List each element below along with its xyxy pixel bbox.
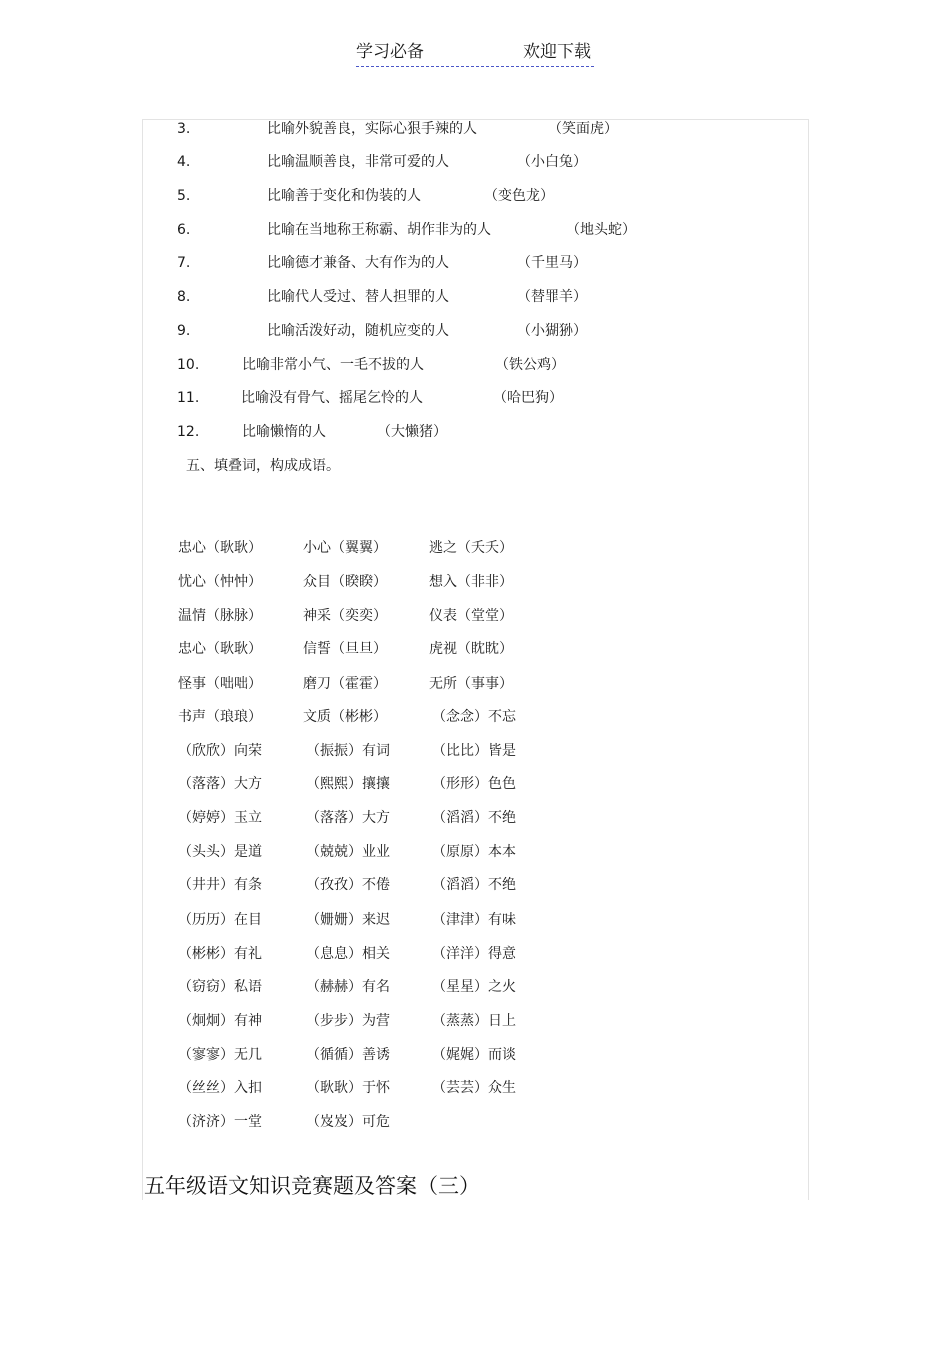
metaphor-number: 7. [177, 255, 191, 271]
metaphor-description: 比喻温顺善良，非常可爱的人 [267, 154, 449, 170]
idiom-cell: 想入（非非） [429, 574, 513, 590]
metaphor-answer: （千里马） [517, 255, 587, 271]
idiom-cell: （芸芸）众生 [432, 1080, 516, 1096]
section-title: 五、填叠词，构成成语。 [186, 458, 340, 474]
idiom-cell: （形形）色色 [432, 776, 516, 792]
metaphor-description: 比喻外貌善良，实际心狠手辣的人 [267, 121, 477, 137]
metaphor-number: 9. [177, 323, 191, 339]
metaphor-answer: （地头蛇） [566, 222, 636, 238]
page-header [356, 40, 594, 67]
metaphor-number: 8. [177, 289, 191, 305]
idiom-cell: （念念）不忘 [432, 709, 516, 725]
metaphor-answer: （变色龙） [484, 188, 554, 204]
idiom-cell: （欣欣）向荣 [178, 743, 262, 759]
metaphor-number: 6. [177, 222, 191, 238]
idiom-cell: （孜孜）不倦 [306, 877, 390, 893]
next-section-heading: 五年级语文知识竞赛题及答案（三） [144, 1174, 480, 1198]
idiom-cell: （岌岌）可危 [306, 1114, 390, 1130]
metaphor-description: 比喻德才兼备、大有作为的人 [267, 255, 449, 271]
idiom-cell: 磨刀（霍霍） [303, 676, 387, 692]
idiom-cell: （比比）皆是 [432, 743, 516, 759]
metaphor-number: 12. [177, 424, 200, 440]
metaphor-number: 3. [177, 121, 191, 137]
metaphor-answer: （小猢狲） [517, 323, 587, 339]
idiom-cell: （济济）一堂 [178, 1114, 262, 1130]
idiom-cell: 无所（事事） [429, 676, 513, 692]
idiom-cell: （炯炯）有神 [178, 1013, 262, 1029]
idiom-cell: 书声（琅琅） [178, 709, 262, 725]
metaphor-number: 11. [177, 390, 200, 406]
idiom-cell: 忧心（忡忡） [178, 574, 262, 590]
idiom-cell: （赫赫）有名 [306, 979, 390, 995]
idiom-cell: 神采（奕奕） [303, 608, 387, 624]
idiom-cell: 温情（脉脉） [178, 608, 262, 624]
idiom-cell: （循循）善诱 [306, 1047, 390, 1063]
idiom-cell: 怪事（咄咄） [178, 676, 262, 692]
idiom-cell: （熙熙）攘攘 [306, 776, 390, 792]
content-frame [142, 119, 809, 1200]
metaphor-answer: （大懒猪） [377, 424, 447, 440]
metaphor-description: 比喻非常小气、一毛不拔的人 [242, 357, 424, 373]
idiom-cell: （蒸蒸）日上 [432, 1013, 516, 1029]
metaphor-description: 比喻善于变化和伪装的人 [267, 188, 421, 204]
idiom-cell: （历历）在目 [178, 912, 262, 928]
metaphor-answer: （铁公鸡） [495, 357, 565, 373]
idiom-cell: （星星）之火 [432, 979, 516, 995]
idiom-cell: 众目（睽睽） [303, 574, 387, 590]
idiom-cell: （耿耿）于怀 [306, 1080, 390, 1096]
idiom-cell: （息息）相关 [306, 946, 390, 962]
metaphor-description: 比喻活泼好动，随机应变的人 [267, 323, 449, 339]
idiom-cell: （娓娓）而谈 [432, 1047, 516, 1063]
idiom-cell: 虎视（眈眈） [429, 641, 513, 657]
idiom-cell: （窃窃）私语 [178, 979, 262, 995]
idiom-cell: （滔滔）不绝 [432, 877, 516, 893]
idiom-cell: （振振）有词 [306, 743, 390, 759]
idiom-cell: （落落）大方 [306, 810, 390, 826]
idiom-cell: 信誓（旦旦） [303, 641, 387, 657]
idiom-cell: （兢兢）业业 [306, 844, 390, 860]
idiom-cell: （寥寥）无几 [178, 1047, 262, 1063]
idiom-cell: （井井）有条 [178, 877, 262, 893]
idiom-cell: 忠心（耿耿） [178, 641, 262, 657]
idiom-cell: 仪表（堂堂） [429, 608, 513, 624]
idiom-cell: （姗姗）来迟 [306, 912, 390, 928]
idiom-cell: （步步）为营 [306, 1013, 390, 1029]
header-right-text: 欢迎下载 [523, 42, 591, 62]
metaphor-description: 比喻在当地称王称霸、胡作非为的人 [267, 222, 491, 238]
idiom-cell: （婷婷）玉立 [178, 810, 262, 826]
metaphor-answer: （笑面虎） [548, 121, 618, 137]
metaphor-answer: （哈巴狗） [493, 390, 563, 406]
idiom-cell: （头头）是道 [178, 844, 262, 860]
idiom-cell: 逃之（夭夭） [429, 540, 513, 556]
metaphor-description: 比喻没有骨气、摇尾乞怜的人 [241, 390, 423, 406]
metaphor-answer: （替罪羊） [517, 289, 587, 305]
idiom-cell: （原原）本本 [432, 844, 516, 860]
idiom-cell: （彬彬）有礼 [178, 946, 262, 962]
idiom-cell: 忠心（耿耿） [178, 540, 262, 556]
metaphor-number: 4. [177, 154, 191, 170]
metaphor-description: 比喻代人受过、替人担罪的人 [267, 289, 449, 305]
idiom-cell: 小心（翼翼） [303, 540, 387, 556]
metaphor-number: 5. [177, 188, 191, 204]
metaphor-description: 比喻懒惰的人 [242, 424, 326, 440]
idiom-cell: （丝丝）入扣 [178, 1080, 262, 1096]
header-left-text: 学习必备 [356, 42, 424, 62]
idiom-cell: （落落）大方 [178, 776, 262, 792]
idiom-cell: （洋洋）得意 [432, 946, 516, 962]
metaphor-number: 10. [177, 357, 200, 373]
metaphor-answer: （小白兔） [517, 154, 587, 170]
idiom-cell: （滔滔）不绝 [432, 810, 516, 826]
idiom-cell: （津津）有味 [432, 912, 516, 928]
idiom-cell: 文质（彬彬） [303, 709, 387, 725]
